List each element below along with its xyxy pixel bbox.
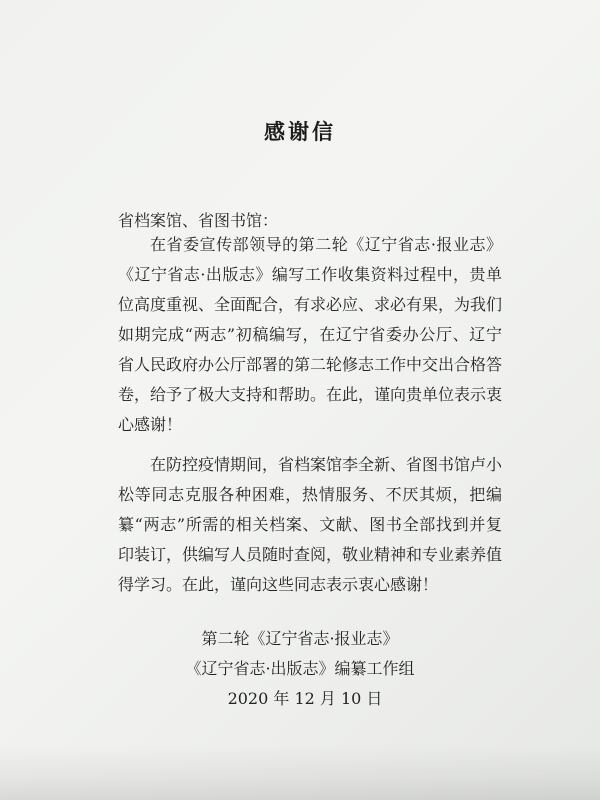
signature-line-2: 《辽宁省志·出版志》编纂工作组 bbox=[185, 659, 415, 678]
body-paragraph-2: 在防控疫情期间，省档案馆李全新、省图书馆卢小松等同志克服各种困难，热情服务、不厌其烦，把编纂“两志”所需的相关档案、文献、图书全部找到并复印装订，供编写人员随时查阅，敬业精神和专业素养值得学习。在此，谨向这些同志表示衷心感谢！ bbox=[118, 455, 503, 594]
signature-line-1: 第二轮《辽宁省志·报业志》 bbox=[201, 629, 399, 648]
letter-body bbox=[118, 230, 502, 610]
letter-salutation: 省档案馆、省图书馆： bbox=[118, 211, 279, 230]
signature-date: 2020 年 12 月 10 日 bbox=[227, 689, 383, 708]
body-paragraph-1: 在省委宣传部领导的第二轮《辽宁省志·报业志》《辽宁省志·出版志》编写工作收集资料过程中，贵单位高度重视、全面配合，有求必应、求必有果，为我们如期完成“两志”初稿编写，在辽宁省委办公厅、辽宁省人民政府办公厅部署的第二轮修志工作中交出合格答卷，给予了极大支持和帮助。在此，谨向贵单位表示衷心感谢！ bbox=[118, 235, 503, 434]
page-fold-shadow bbox=[0, 745, 600, 800]
letter-title: 感谢信 bbox=[264, 120, 336, 144]
